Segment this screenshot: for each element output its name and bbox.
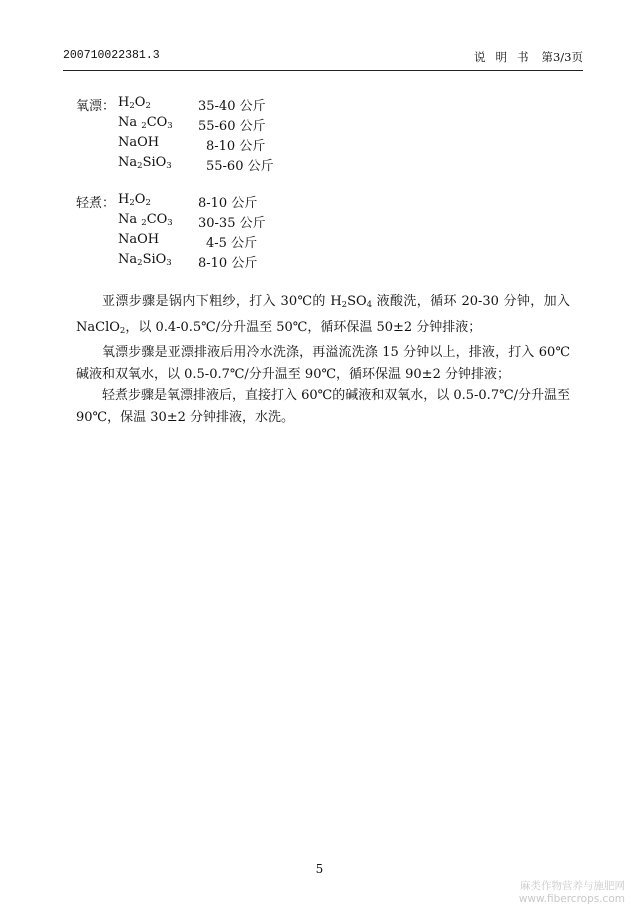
reagent-name: NaOH (118, 232, 160, 247)
reagent-amount: 8-10 公斤 (206, 139, 266, 154)
reagent-amount: 8-10 公斤 (198, 196, 258, 211)
oxygen-bleach-paragraph: 氧漂步骤是亚漂排液后用冷水洗涤，再溢流洗涤 15 分钟以上，排液，打入 60℃碱液和双氧水，以 0.5-0.7℃/分升温至 90℃，循环保温 90±2 分钟排液； (76, 345, 570, 382)
reagent-name: NaOH (118, 135, 160, 150)
site-watermark (519, 880, 625, 906)
patent-number: 200710022381.3 (63, 49, 160, 62)
page-header (63, 49, 583, 67)
watermark-line: 麻类作物营养与施肥网 (520, 880, 625, 892)
light-boil-label: 轻煮： (76, 196, 116, 211)
reagent-name: $H_2O_2$ (118, 192, 151, 208)
document-type: 说明书 (474, 50, 539, 64)
watermark-line: www.fibercrops.com (518, 893, 625, 905)
reagent-name: Na $_2CO_3$ (118, 115, 173, 131)
reagent-amount: 55-60 公斤 (206, 159, 274, 174)
process-description (76, 291, 570, 428)
reagent-amount: 55-60 公斤 (198, 119, 266, 134)
reagent-amount: 4-5 公斤 (206, 236, 258, 251)
reagent-amount: 30-35 公斤 (198, 216, 266, 231)
sub-bleach-paragraph: 亚漂步骤是锅内下粗纱，打入 30℃的 $H_2SO_4$ 液酸洗，循环 20-30 分钟，加入 NaClO$_2$，以 0.4-0.5℃/分升温至 50℃，循环保温 50±2 分钟排液； (76, 294, 571, 336)
light-boil-paragraph: 轻煮步骤是氧漂排液后，直接打入 60℃的碱液和双氧水，以 0.5-0.7℃/分升温至 90℃，保温 30±2 分钟排液，水洗。 (76, 388, 571, 425)
page-number: 5 (315, 862, 324, 876)
reagent-amount: 35-40 公斤 (198, 99, 266, 114)
reagent-name: $Na_2SiO_3$ (118, 252, 172, 268)
reagent-name: $Na_2SiO_3$ (118, 155, 172, 171)
page-info: 第3/3页 (541, 50, 583, 64)
reagent-name: Na $_2CO_3$ (118, 212, 173, 228)
oxygen-bleach-label: 氧漂： (76, 99, 116, 114)
reagent-name: $H_2O_2$ (118, 95, 151, 111)
header-rule (63, 70, 583, 71)
reagent-amount: 8-10 公斤 (198, 256, 258, 271)
